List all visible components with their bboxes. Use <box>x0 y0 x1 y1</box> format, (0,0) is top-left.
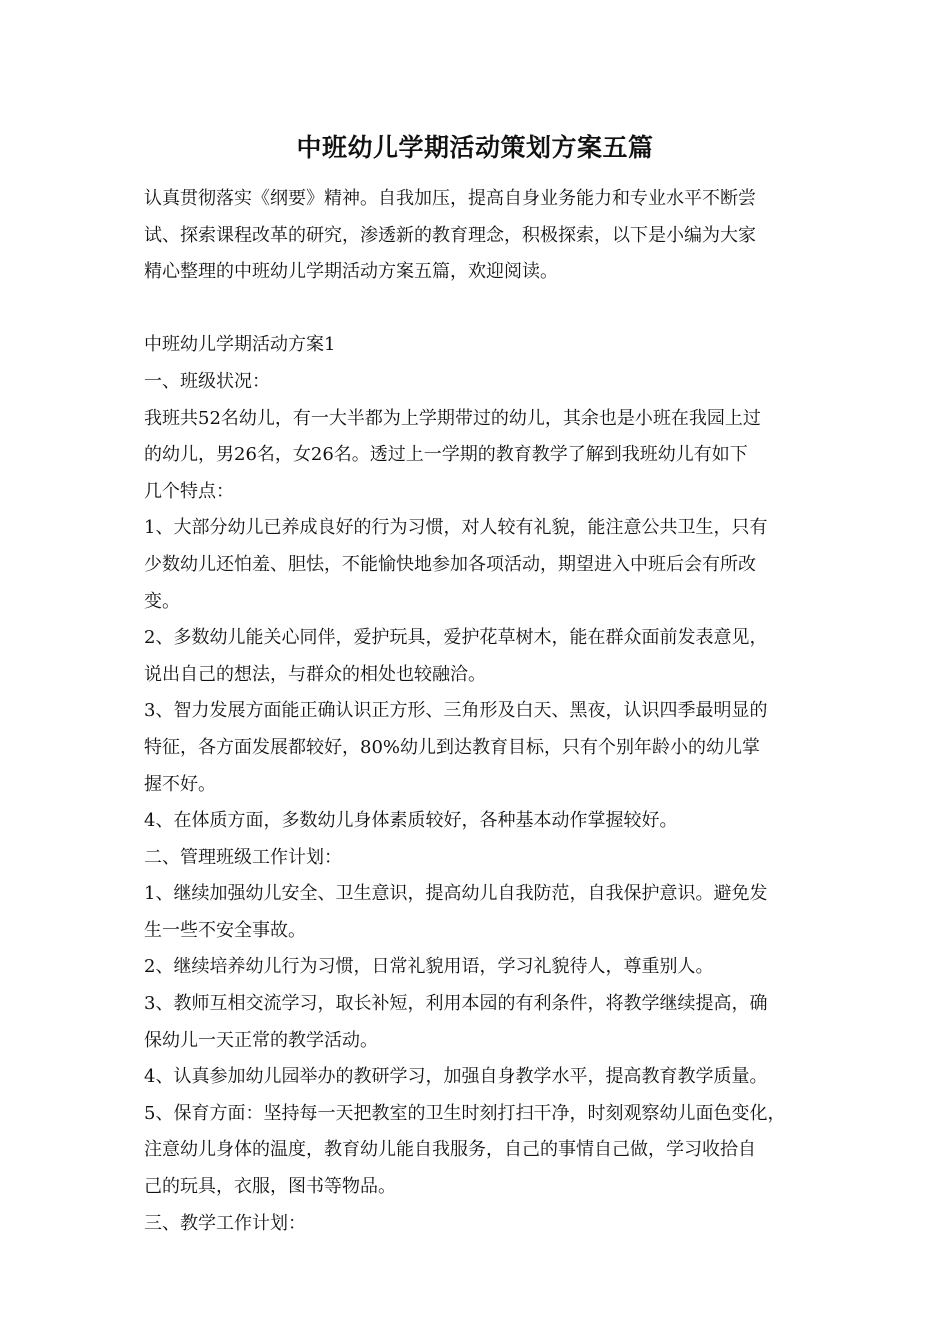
intro-line-1: 认真贯彻落实《纲要》精神。自我加压，提高自身业务能力和专业水平不断尝 <box>144 188 756 209</box>
text-line: 特征，各方面发展都较好，80%幼儿到达教育目标，只有个别年龄小的幼儿掌 <box>144 736 761 758</box>
text-line: 5、保育方面：坚持每一天把教室的卫生时刻打扫干净，时刻观察幼儿面色变化， <box>144 1102 786 1124</box>
document-title: 中班幼儿学期活动策划方案五篇 <box>296 133 654 162</box>
intro-line-2: 试、探索课程改革的研究，渗透新的教育理念，积极探索，以下是小编为大家 <box>144 224 756 246</box>
text-line: 我班共52名幼儿，有一大半都为上学期带过的幼儿，其余也是小班在我园上过 <box>144 407 761 429</box>
text-line: 己的玩具，衣服，图书等物品。 <box>144 1176 396 1198</box>
text-line: 生一些不安全事故。 <box>144 919 306 941</box>
text-line: 保幼儿一天正常的教学活动。 <box>144 1029 378 1051</box>
intro-line-3: 精心整理的中班幼儿学期活动方案五篇，欢迎阅读。 <box>144 261 558 283</box>
text-line: 1、大部分幼儿已养成良好的行为习惯，对人较有礼貌，能注意公共卫生，只有 <box>144 517 768 539</box>
text-line: 4、认真参加幼儿园举办的教研学习，加强自身教学水平，提高教育教学质量。 <box>144 1066 768 1088</box>
text-line: 变。 <box>144 590 180 612</box>
heading-teaching-plan: 三、教学工作计划： <box>144 1212 306 1234</box>
paragraph-gap <box>144 291 824 328</box>
heading-class-status: 一、班级状况： <box>144 370 270 392</box>
text-line: 3、智力发展方面能正确认识正方形、三角形及白天、黑夜，认识四季最明显的 <box>144 700 768 722</box>
text-line: 3、教师互相交流学习，取长补短，利用本园的有利条件，将教学继续提高，确 <box>144 993 768 1015</box>
text-line: 1、继续加强幼儿安全、卫生意识，提高幼儿自我防范，自我保护意识。避免发 <box>144 883 768 905</box>
heading-class-management: 二、管理班级工作计划： <box>144 846 342 868</box>
text-line: 2、继续培养幼儿行为习惯，日常礼貌用语，学习礼貌待人，尊重别人。 <box>144 956 714 978</box>
text-line: 少数幼儿还怕羞、胆怯，不能愉快地参加各项活动，期望进入中班后会有所改 <box>144 553 756 575</box>
text-line: 4、在体质方面，多数幼儿身体素质较好，各种基本动作掌握较好。 <box>144 810 678 832</box>
document-body <box>144 181 824 1242</box>
text-line: 注意幼儿身体的温度，教育幼儿能自我服务，自己的事情自己做，学习收拾自 <box>144 1139 756 1161</box>
text-line: 2、多数幼儿能关心同伴，爱护玩具，爱护花草树木，能在群众面前发表意见， <box>144 627 768 649</box>
text-line: 说出自己的想法，与群众的相处也较融洽。 <box>144 663 486 685</box>
section-heading-plan-1: 中班幼儿学期活动方案1 <box>144 334 336 356</box>
text-line: 的幼儿，男26名，女26名。透过上一学期的教育教学了解到我班幼儿有如下 <box>144 444 748 466</box>
text-line: 几个特点： <box>144 480 234 502</box>
text-line: 握不好。 <box>144 773 216 795</box>
